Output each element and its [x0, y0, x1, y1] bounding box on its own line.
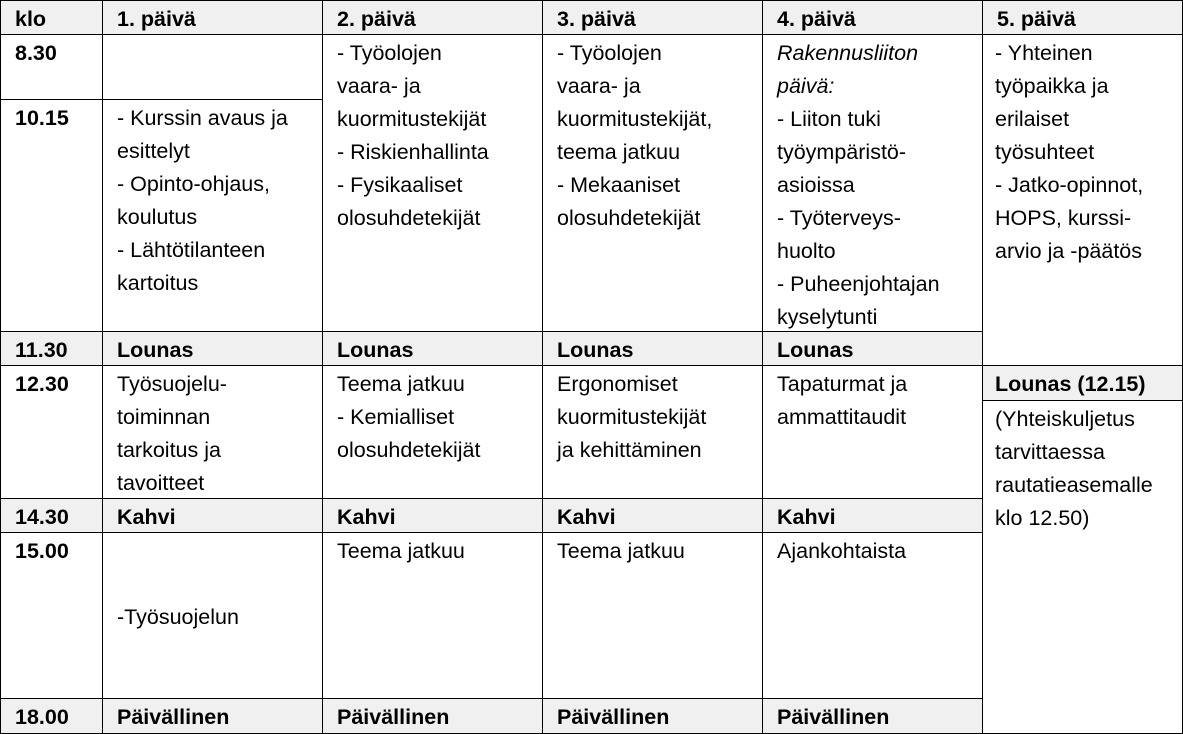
d1-lunch: Lounas — [103, 332, 323, 366]
d2-morning-line: kuormitustekijät — [337, 107, 487, 131]
d3-afternoon — [543, 533, 763, 699]
d3-midday — [543, 366, 763, 499]
d5-morning-line: työsuhteet — [995, 140, 1095, 164]
d4-coffee: Kahvi — [763, 499, 983, 533]
d5-after-line: rautatieasemalle — [995, 473, 1153, 497]
header-day-5: 5. päivä — [983, 0, 1183, 35]
d5-after-line: tarvittaessa — [995, 440, 1105, 464]
time-1130: 11.30 — [0, 332, 103, 366]
d5-morning-line: työpaikka ja — [995, 74, 1109, 98]
d2-midday-line: Teema jatkuu — [337, 372, 465, 396]
d2-morning-line: olosuhdetekijät — [337, 206, 481, 230]
d2-dinner: Päivällinen — [323, 699, 543, 734]
d1-morning-line: kartoitus — [117, 271, 199, 295]
d2-afternoon — [323, 533, 543, 699]
d4-dinner: Päivällinen — [763, 699, 983, 734]
d2-morning-line: - Fysikaaliset — [337, 173, 463, 197]
d4-morning-line: - Työterveys- — [777, 206, 901, 230]
d3-midday-line: kuormitustekijät — [557, 405, 707, 429]
d1-afternoon-line: -Työsuojelun — [117, 605, 239, 629]
d5-after-line: (Yhteiskuljetus — [995, 407, 1135, 431]
d4-midday — [763, 366, 983, 499]
d2-afternoon-line: Teema jatkuu — [337, 539, 465, 563]
d1-morning-line: esittelyt — [117, 139, 190, 163]
d4-afternoon-line: Ajankohtaista — [777, 539, 907, 563]
d5-morning-line: - Yhteinen — [995, 41, 1093, 65]
d5-morning-line: HOPS, kurssi- — [995, 206, 1132, 230]
d2-midday-line: olosuhdetekijät — [337, 438, 481, 462]
d4-morning-line: - Liiton tuki — [777, 107, 881, 131]
d5-after — [983, 401, 1183, 734]
d5-morning-line: arvio ja -päätös — [995, 239, 1142, 263]
d5-morning — [983, 35, 1183, 366]
d3-morning-line: olosuhdetekijät — [557, 206, 701, 230]
d1-morning — [103, 100, 323, 332]
d4-day-title: päivä: — [777, 74, 835, 98]
d1-empty — [103, 35, 323, 100]
d3-morning-line: - Työolojen — [557, 41, 662, 65]
d1-morning-line: - Opinto-ohjaus, — [117, 172, 270, 196]
time-1230: 12.30 — [0, 366, 103, 499]
d3-lunch: Lounas — [543, 332, 763, 366]
d2-coffee: Kahvi — [323, 499, 543, 533]
d4-morning-line: - Puheenjohtajan — [777, 272, 940, 296]
d4-morning-line: asioissa — [777, 173, 855, 197]
header-day-2: 2. päivä — [323, 0, 543, 35]
d3-afternoon-line: Teema jatkuu — [557, 539, 685, 563]
d3-morning-line: kuormitustekijät, — [557, 107, 713, 131]
d3-morning-line: teema jatkuu — [557, 140, 681, 164]
d2-lunch: Lounas — [323, 332, 543, 366]
d5-lunch: Lounas (12.15) — [983, 366, 1183, 401]
d1-midday-line: Työsuojelu- — [117, 372, 227, 396]
d2-morning — [323, 35, 543, 332]
d2-midday — [323, 366, 543, 499]
time-1500: 15.00 — [0, 533, 103, 699]
d4-afternoon — [763, 533, 983, 699]
d1-morning-line: - Kurssin avaus ja — [117, 106, 288, 130]
d1-midday-line: toiminnan — [117, 405, 211, 429]
d4-morning-line: kyselytunti — [777, 305, 878, 329]
d1-morning-line: koulutus — [117, 205, 198, 229]
d3-midday-line: ja kehittäminen — [557, 438, 702, 462]
d1-coffee: Kahvi — [103, 499, 323, 533]
time-830: 8.30 — [0, 35, 103, 100]
header-day-1: 1. päivä — [103, 0, 323, 35]
d1-morning-line: - Lähtötilanteen — [117, 238, 266, 262]
d4-midday-line: ammattitaudit — [777, 405, 907, 429]
time-1430: 14.30 — [0, 499, 103, 533]
d4-midday-line: Tapaturmat ja — [777, 372, 908, 396]
d1-afternoon — [103, 533, 323, 699]
d2-morning-line: vaara- ja — [337, 74, 421, 98]
header-day-4: 4. päivä — [763, 0, 983, 35]
d3-morning-line: - Mekaaniset — [557, 173, 681, 197]
d3-midday-line: Ergonomiset — [557, 372, 678, 396]
d3-morning — [543, 35, 763, 332]
d4-morning-line: työympäristö- — [777, 140, 907, 164]
d3-morning-line: vaara- ja — [557, 74, 641, 98]
header-klo: klo — [0, 0, 103, 35]
d3-dinner: Päivällinen — [543, 699, 763, 734]
d2-morning-line: - Riskienhallinta — [337, 140, 489, 164]
d4-lunch: Lounas — [763, 332, 983, 366]
time-1015: 10.15 — [0, 100, 103, 332]
header-day-3: 3. päivä — [543, 0, 763, 35]
d1-midday-line: tarkoitus ja — [117, 438, 221, 462]
d5-after-line: klo 12.50) — [995, 506, 1090, 530]
d4-morning-line: huolto — [777, 239, 836, 263]
d1-midday — [103, 366, 323, 499]
d4-morning — [763, 35, 983, 332]
d3-coffee: Kahvi — [543, 499, 763, 533]
d5-morning-line: - Jatko-opinnot, — [995, 173, 1144, 197]
d4-day-title: Rakennusliiton — [777, 41, 919, 65]
time-1800: 18.00 — [0, 699, 103, 734]
d2-midday-line: - Kemialliset — [337, 405, 455, 429]
d1-dinner: Päivällinen — [103, 699, 323, 734]
d5-morning-line: erilaiset — [995, 107, 1070, 131]
d1-midday-line: tavoitteet — [117, 471, 205, 495]
d2-morning-line: - Työolojen — [337, 41, 442, 65]
